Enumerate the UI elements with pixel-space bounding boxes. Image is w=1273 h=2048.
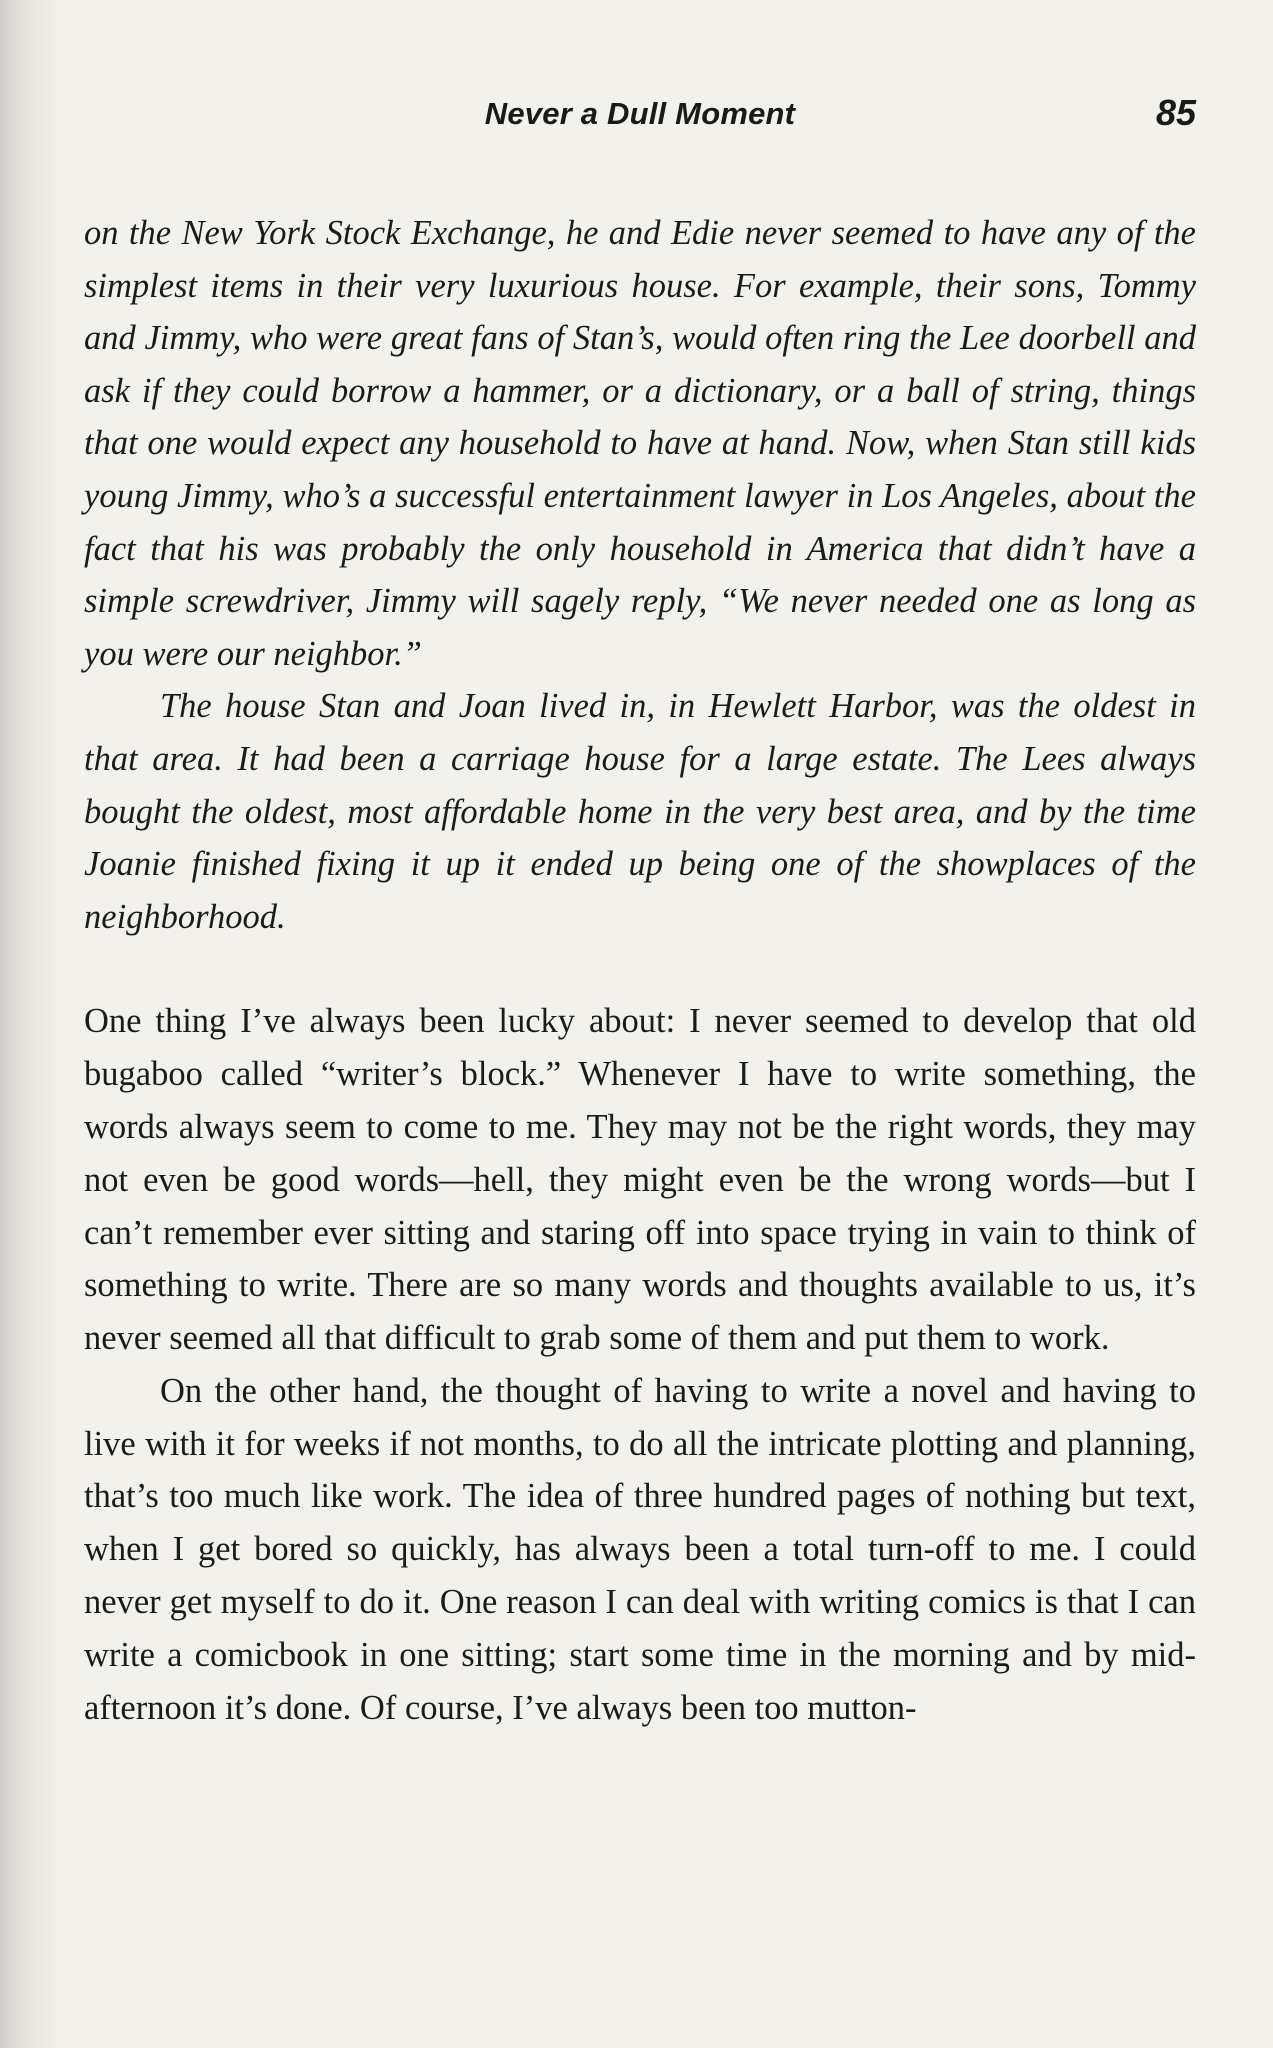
book-page <box>84 0 1196 2048</box>
italic-sidebar-section <box>84 207 1196 943</box>
running-title: Never a Dull Moment <box>484 96 796 131</box>
body-paragraph-2: On the other hand, the thought of having to write a novel and having to live with it for weeks if not months, to do all the intricate plotting and planning, that’s too much like work. The idea of three hundred pages of nothing but text, when I get bored so quickly, has always been a total turn-off to me. I could never get myself to do it. One reason I can deal with writing comics is that I can write a comicbook in one sitting; start some time in the morning and by mid-afternoon it’s done. Of course, I’ve always been too mutton- <box>84 1371 1196 1727</box>
section-break <box>84 943 1196 995</box>
italic-paragraph-1: on the New York Stock Exchange, he and Edie never seemed to have any of the simplest items in their very luxurious house. For example, their sons, Tommy and Jimmy, who were great fans of Stan’s, would often ring the Lee doorbell and ask if they could borrow a hammer, or a dictionary, or a ball of string, things that one would expect any household to have at hand. Now, when Stan still kids young Jimmy, who’s a successful entertainment lawyer in Los Angeles, about the fact that his was probably the only household in America that didn’t have a simple screwdriver, Jimmy will sagely reply, “We never needed one as long as you were our neighbor.” <box>84 214 1196 673</box>
running-header <box>84 92 1196 142</box>
page-gutter-shadow <box>0 0 60 2048</box>
italic-paragraph-2: The house Stan and Joan lived in, in Hewlett Harbor, was the oldest in that area. It had been a carriage house for a large estate. The Lees always bought the oldest, most affordable home in the very best area, and by the time Joanie finished fixing it up it ended up being one of the showplaces of the neighborhood. <box>84 687 1196 936</box>
page-body <box>84 207 1196 1734</box>
main-text-section <box>84 995 1196 1734</box>
body-paragraph-1: One thing I’ve always been lucky about: I never seemed to develop that old bugaboo called “writer’s block.” Whenever I have to write something, the words always seem to come to me. They may not be the right words, they may not even be good words—hell, they might even be the wrong words—but I can’t remember ever sitting and staring off into space trying in vain to think of something to write. There are so many words and thoughts available to us, it’s never seemed all that difficult to grab some of them and put them to work. <box>84 1002 1196 1358</box>
page-number: 85 <box>1155 92 1196 133</box>
